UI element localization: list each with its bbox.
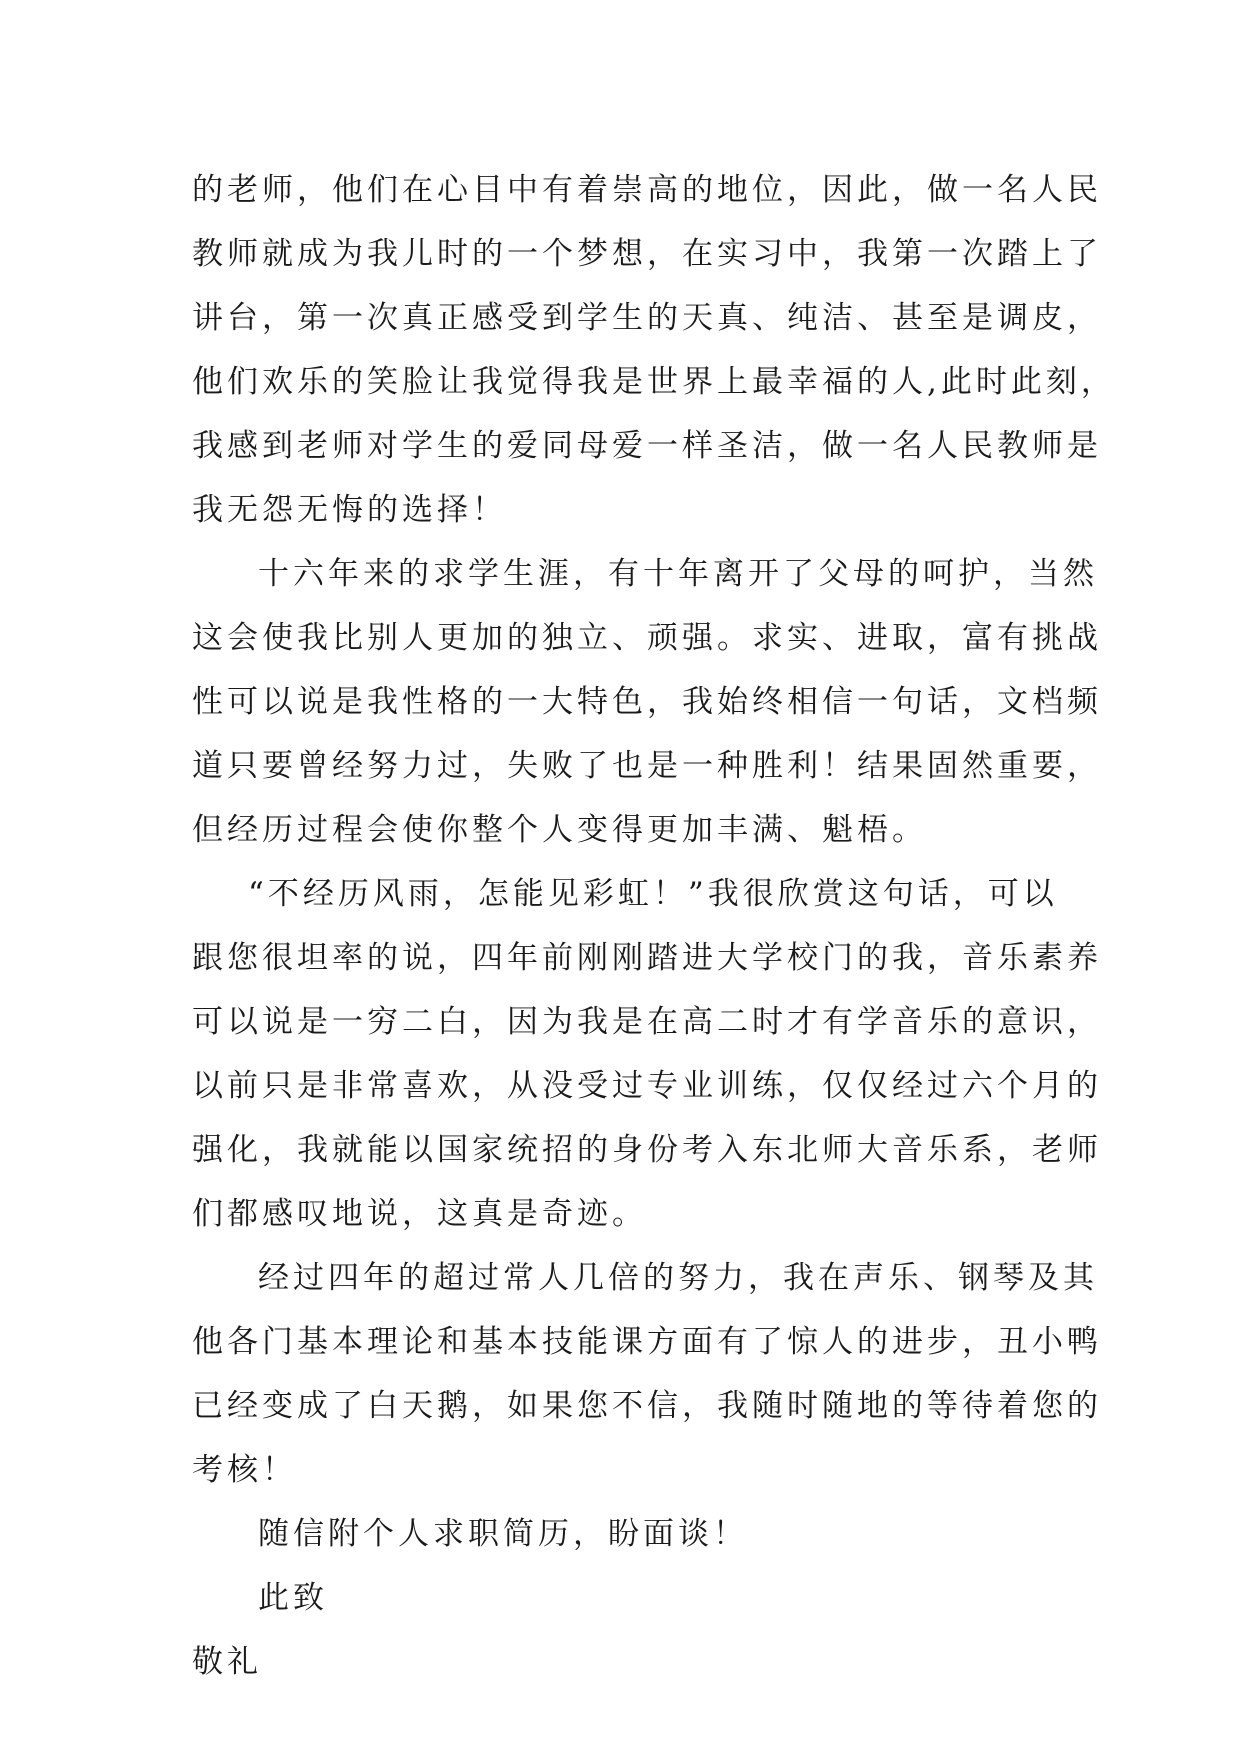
text-line: 我无怨无悔的选择！ (192, 492, 507, 528)
text-line: 已经变成了白天鹅，如果您不信，我随时随地的等待着您的 (192, 1388, 1102, 1424)
text-line: 以前只是非常喜欢，从没受过专业训练，仅仅经过六个月的 (192, 1068, 1102, 1104)
text-line: 道只要曾经努力过，失败了也是一种胜利！结果固然重要， (192, 748, 1102, 784)
closing-line: 随信附个人求职简历，盼面谈！ (258, 1516, 748, 1552)
text-line: 他各门基本理论和基本技能课方面有了惊人的进步，丑小鸭 (192, 1324, 1102, 1360)
text-line: 他们欢乐的笑脸让我觉得我是世界上最幸福的人,此时此刻， (192, 364, 1116, 400)
text-line: 强化，我就能以国家统招的身份考入东北师大音乐系，老师 (192, 1132, 1102, 1168)
text-line: 但经历过程会使你整个人变得更加丰满、魁梧。 (192, 812, 927, 848)
text-line: 教师就成为我儿时的一个梦想，在实习中，我第一次踏上了 (192, 236, 1102, 272)
paragraph-first-line: 经过四年的超过常人几倍的努力，我在声乐、钢琴及其 (258, 1260, 1098, 1296)
text-line: 讲台，第一次真正感受到学生的天真、纯洁、甚至是调皮， (192, 300, 1102, 336)
salutation-end: 敬礼 (192, 1644, 262, 1680)
paragraph-first-line: 十六年来的求学生涯，有十年离开了父母的呵护，当然 (258, 556, 1098, 592)
text-line: 我感到老师对学生的爱同母爱一样圣洁，做一名人民教师是 (192, 428, 1102, 464)
text-line: 这会使我比别人更加的独立、顽强。求实、进取，富有挑战 (192, 620, 1102, 656)
letter-body (192, 158, 1116, 1694)
text-line: 跟您很坦率的说，四年前刚刚踏进大学校门的我，音乐素养 (192, 940, 1102, 976)
paragraph-first-line: “不经历风雨，怎能见彩虹！”我很欣赏这句话，可以 (248, 876, 1058, 912)
salutation-line: 此致 (258, 1580, 328, 1616)
text-line: 们都感叹地说，这真是奇迹。 (192, 1196, 647, 1232)
text-line: 性可以说是我性格的一大特色，我始终相信一句话，文档频 (192, 684, 1102, 720)
text-line: 的老师，他们在心目中有着崇高的地位，因此，做一名人民 (192, 172, 1102, 208)
text-line: 考核！ (192, 1452, 297, 1488)
text-line: 可以说是一穷二白，因为我是在高二时才有学音乐的意识， (192, 1004, 1102, 1040)
